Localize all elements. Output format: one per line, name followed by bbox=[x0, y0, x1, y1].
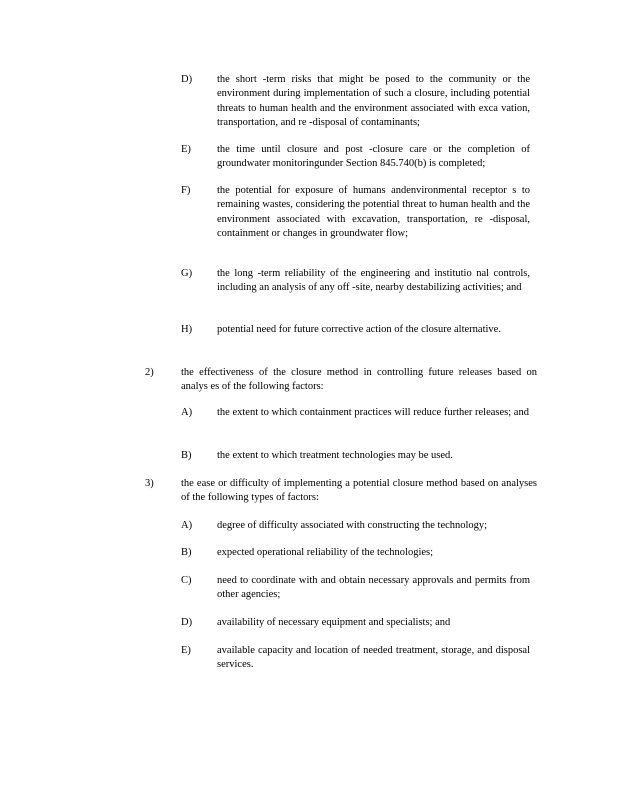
item-text: the ease or difficulty of implementing a potential closure method based on analyses of the following types of factors: bbox=[181, 478, 537, 504]
item-text: the extent to which containment practices will reduce further releases; and bbox=[217, 407, 529, 418]
item-text: need to coordinate with and obtain necessary approvals and permits from other agencies; bbox=[217, 575, 530, 601]
item-label: 2) bbox=[145, 367, 154, 378]
item-label: E) bbox=[181, 144, 191, 155]
item-label: A) bbox=[181, 407, 193, 418]
item-text: the potential for exposure of humans andenvironmental receptor s to remaining wastes, considering the potential threat to human health and the environment associated with excavation, transportation, re -disposal, containment or changes in groundwater flow; bbox=[217, 185, 530, 240]
item-label: H) bbox=[181, 324, 193, 335]
item-text: the effectiveness of the closure method in controlling future releases based on analys es of the following factors: bbox=[181, 367, 537, 393]
item-text: degree of difficulty associated with constructing the technology; bbox=[217, 520, 488, 531]
item-text: potential need for future corrective action of the closure alternative. bbox=[217, 324, 501, 335]
item-label: D) bbox=[181, 74, 193, 85]
item-label: C) bbox=[181, 575, 192, 586]
item-text: the long -term reliability of the engineering and institutio nal controls, including an analysis of any off -site, nearby destabilizing activities; and bbox=[217, 268, 530, 294]
item-text: available capacity and location of needed treatment, storage, and disposal services. bbox=[217, 645, 530, 671]
item-text: the time until closure and post -closure care or the completion of groundwater monitoringunder Section 845.740(b) is completed; bbox=[217, 144, 530, 170]
item-label: E) bbox=[181, 645, 191, 656]
item-text: expected operational reliability of the technologies; bbox=[217, 547, 434, 558]
item-text: the short -term risks that might be posed to the community or the environment during implementation of such a closure, including potential threats to human health and the environment associated with exca vation, transportation, and re -disposal of contaminants; bbox=[217, 74, 530, 129]
item-text: availability of necessary equipment and specialists; and bbox=[217, 617, 451, 628]
item-label: B) bbox=[181, 450, 192, 461]
item-text: the extent to which treatment technologies may be used. bbox=[217, 450, 453, 461]
item-label: B) bbox=[181, 547, 192, 558]
item-label: A) bbox=[181, 520, 193, 531]
item-label: F) bbox=[181, 185, 191, 196]
item-label: 3) bbox=[145, 478, 154, 489]
item-label: G) bbox=[181, 268, 193, 279]
item-label: D) bbox=[181, 617, 193, 628]
